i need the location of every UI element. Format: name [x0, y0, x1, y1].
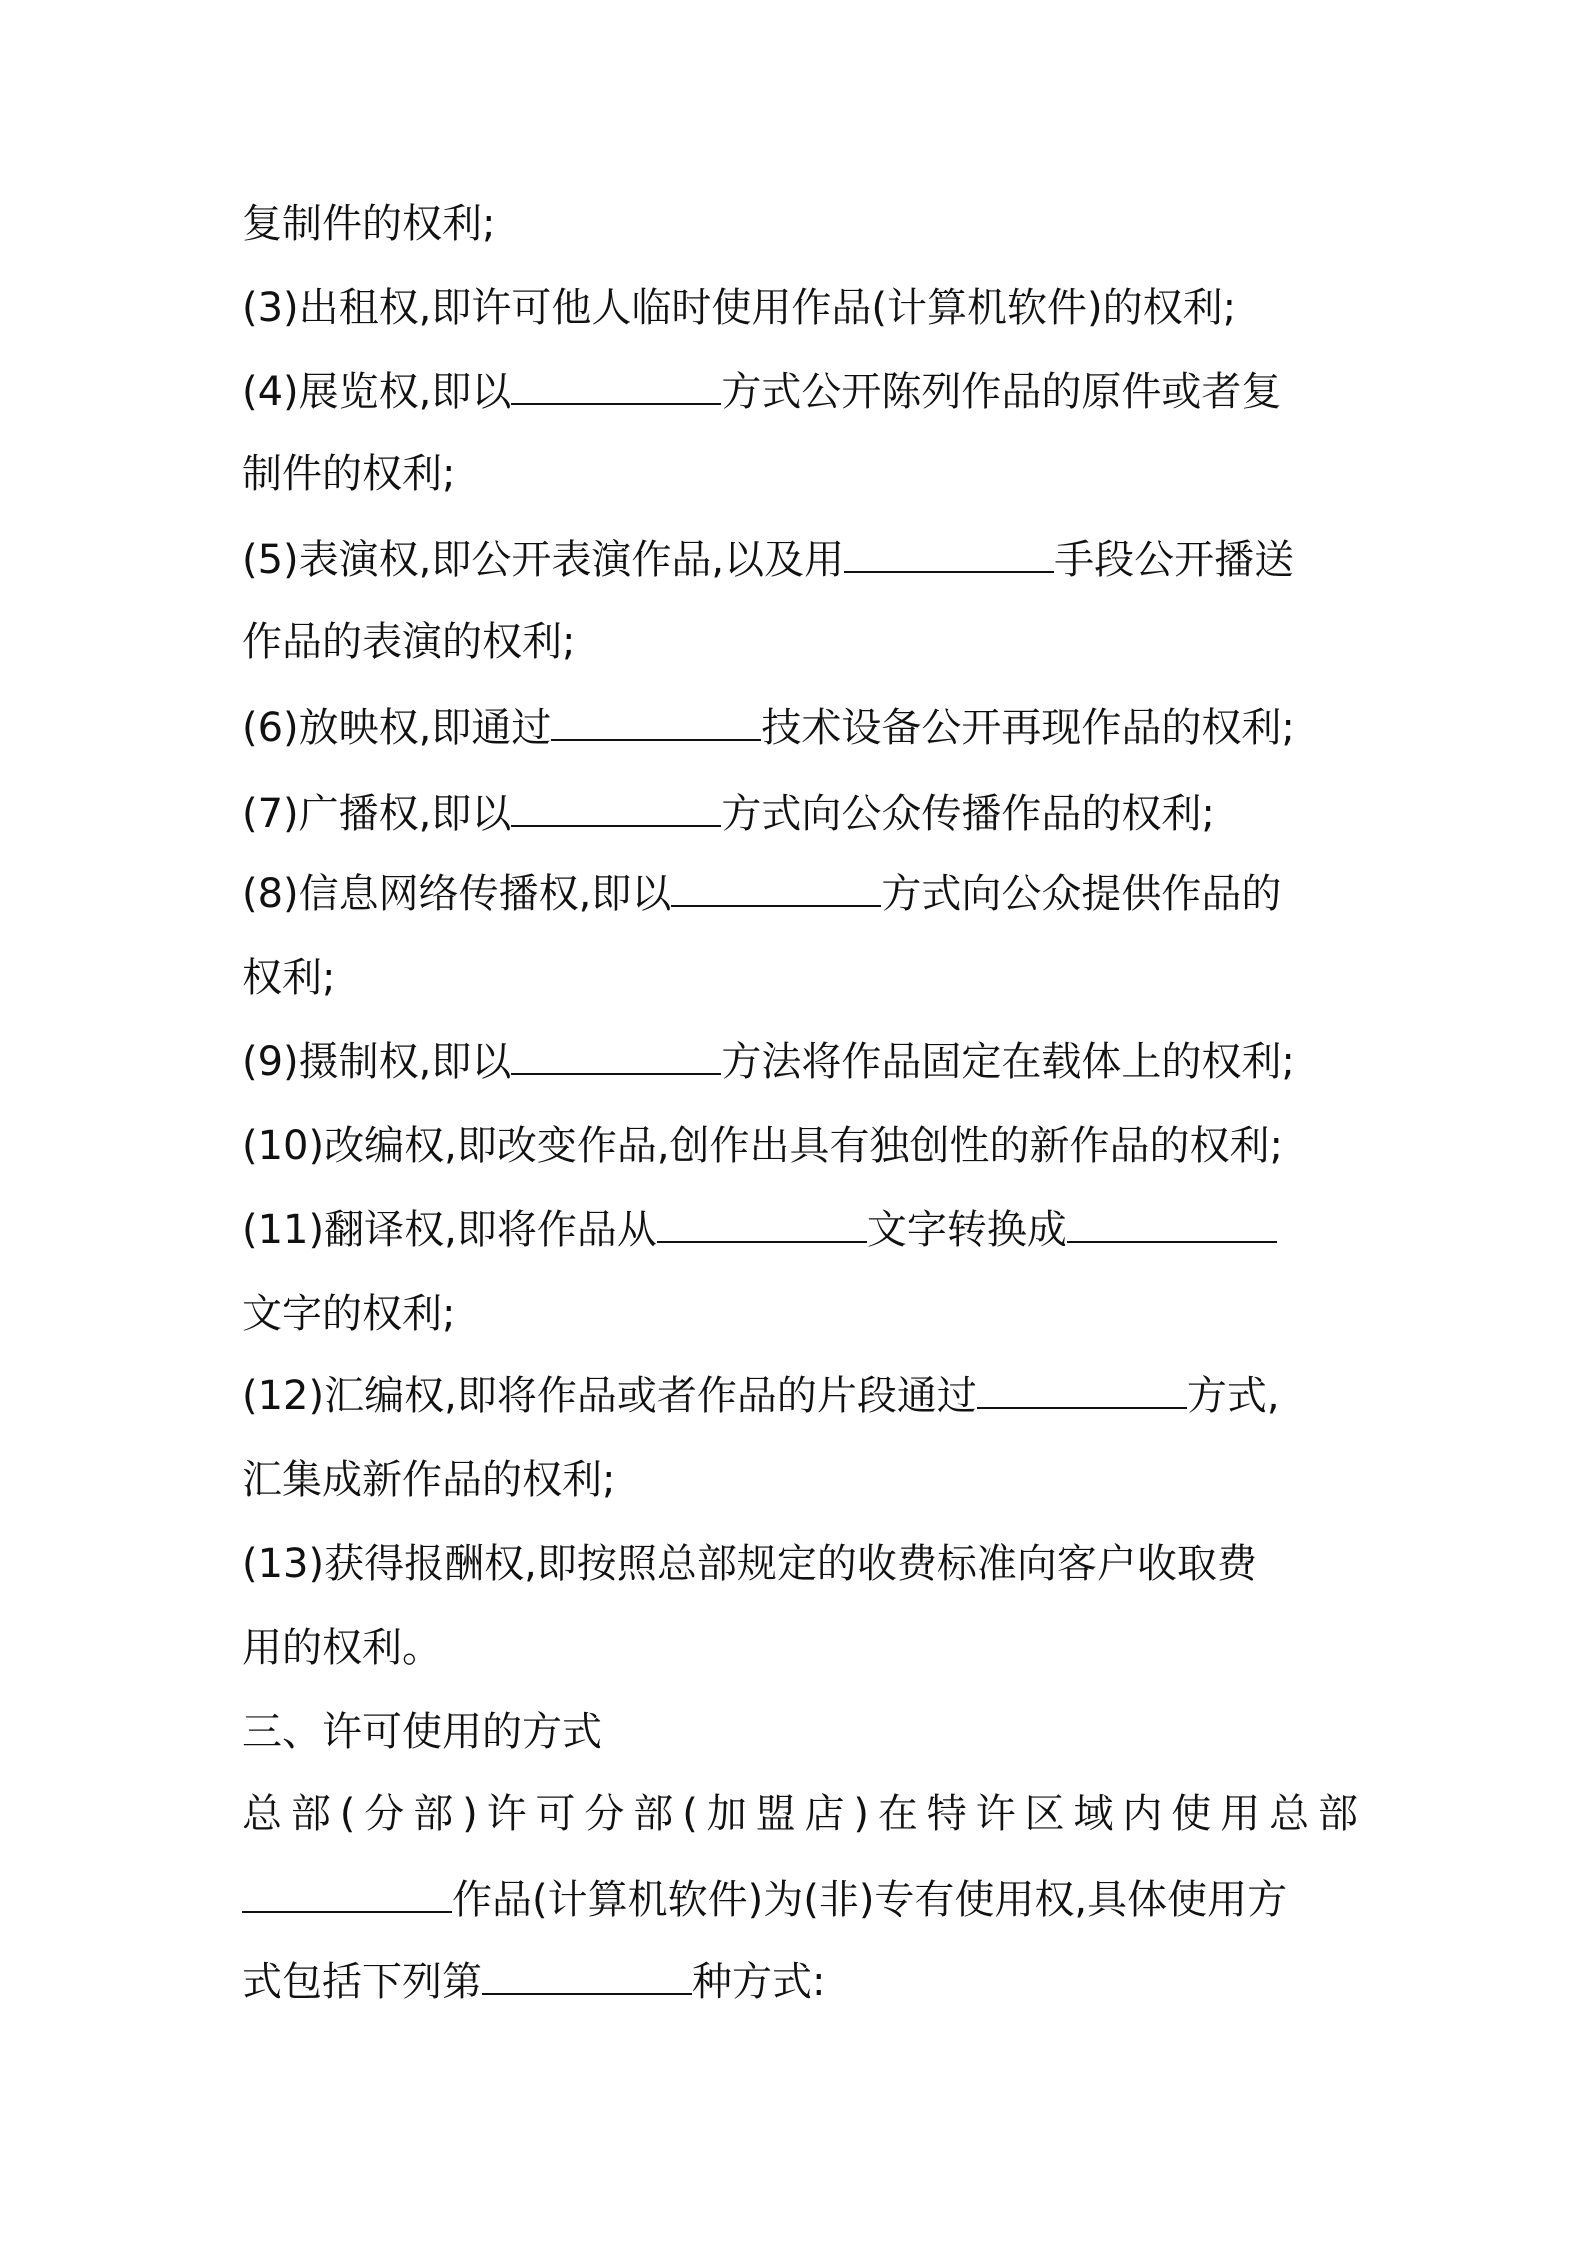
text-line	[242, 1784, 1358, 1844]
fill-in-blank	[511, 1033, 721, 1075]
fill-in-blank	[242, 1871, 452, 1913]
line-text: (4)展览权,即以	[242, 369, 512, 415]
text-line	[242, 1366, 1358, 1426]
text-line	[242, 1200, 1358, 1260]
line-text: 方式向公众传播作品的权利;	[721, 791, 1215, 837]
fill-in-blank	[977, 1367, 1187, 1409]
text-line	[242, 530, 1358, 590]
text-line	[242, 362, 1358, 422]
text-line	[242, 1450, 1358, 1510]
text-line	[242, 612, 1358, 672]
fill-in-blank	[657, 1201, 867, 1243]
line-text: 方式,	[1186, 1373, 1280, 1419]
text-line	[242, 278, 1358, 338]
line-text: 作品的表演的权利;	[242, 619, 576, 665]
line-text: 文字的权利;	[242, 1291, 456, 1337]
line-text: 方式向公众提供作品的	[881, 871, 1282, 917]
text-line	[242, 698, 1358, 758]
fill-in-blank	[844, 531, 1054, 573]
line-text: 权利;	[242, 955, 336, 1001]
fill-in-blank	[551, 699, 761, 741]
text-line	[242, 444, 1358, 504]
text-line	[242, 784, 1358, 844]
line-text: 汇集成新作品的权利;	[242, 1457, 616, 1503]
line-text: (12)汇编权,即将作品或者作品的片段通过	[242, 1373, 977, 1419]
text-line	[242, 1952, 1358, 2012]
text-line	[242, 1116, 1358, 1176]
line-text: (7)广播权,即以	[242, 791, 512, 837]
text-line	[242, 1870, 1358, 1930]
line-text: 文字转换成	[866, 1207, 1067, 1253]
line-text: (9)摄制权,即以	[242, 1039, 512, 1085]
text-line	[242, 864, 1358, 924]
line-text: (11)翻译权,即将作品从	[242, 1207, 657, 1253]
fill-in-blank	[1067, 1201, 1277, 1243]
line-text: 总部(分部)许可分部(加盟店)在特许区域内使用总部	[242, 1791, 1358, 1837]
text-line	[242, 1618, 1358, 1678]
line-text: (6)放映权,即通过	[242, 705, 552, 751]
line-text: 作品(计算机软件)为(非)专有使用权,具体使用方	[452, 1877, 1288, 1923]
text-line	[242, 194, 1358, 254]
line-text: 种方式:	[692, 1959, 826, 2005]
line-text: 手段公开播送	[1054, 537, 1295, 583]
line-text: (8)信息网络传播权,即以	[242, 871, 672, 917]
line-text: 制件的权利;	[242, 451, 456, 497]
line-text: (5)表演权,即公开表演作品,以及用	[242, 537, 845, 583]
line-text: (10)改编权,即改变作品,创作出具有独创性的新作品的权利;	[242, 1123, 1284, 1169]
fill-in-blank	[511, 785, 721, 827]
line-text: (13)获得报酬权,即按照总部规定的收费标准向客户收取费	[242, 1541, 1257, 1587]
line-text: 式包括下列第	[242, 1959, 482, 2005]
line-text: 技术设备公开再现作品的权利;	[761, 705, 1295, 751]
fill-in-blank	[482, 1953, 692, 1995]
line-text: 方式公开陈列作品的原件或者复	[721, 369, 1282, 415]
line-text: (3)出租权,即许可他人临时使用作品(计算机软件)的权利;	[242, 285, 1237, 331]
line-text: 用的权利。	[242, 1625, 442, 1671]
text-line	[242, 948, 1358, 1008]
line-text: 复制件的权利;	[242, 201, 496, 247]
text-line	[242, 1284, 1358, 1344]
text-line	[242, 1032, 1358, 1092]
heading-text: 三、许可使用的方式	[242, 1709, 602, 1755]
text-line	[242, 1534, 1358, 1594]
line-text: 方法将作品固定在载体上的权利;	[721, 1039, 1295, 1085]
fill-in-blank	[671, 865, 881, 907]
fill-in-blank	[511, 363, 721, 405]
section-heading	[242, 1702, 1358, 1762]
